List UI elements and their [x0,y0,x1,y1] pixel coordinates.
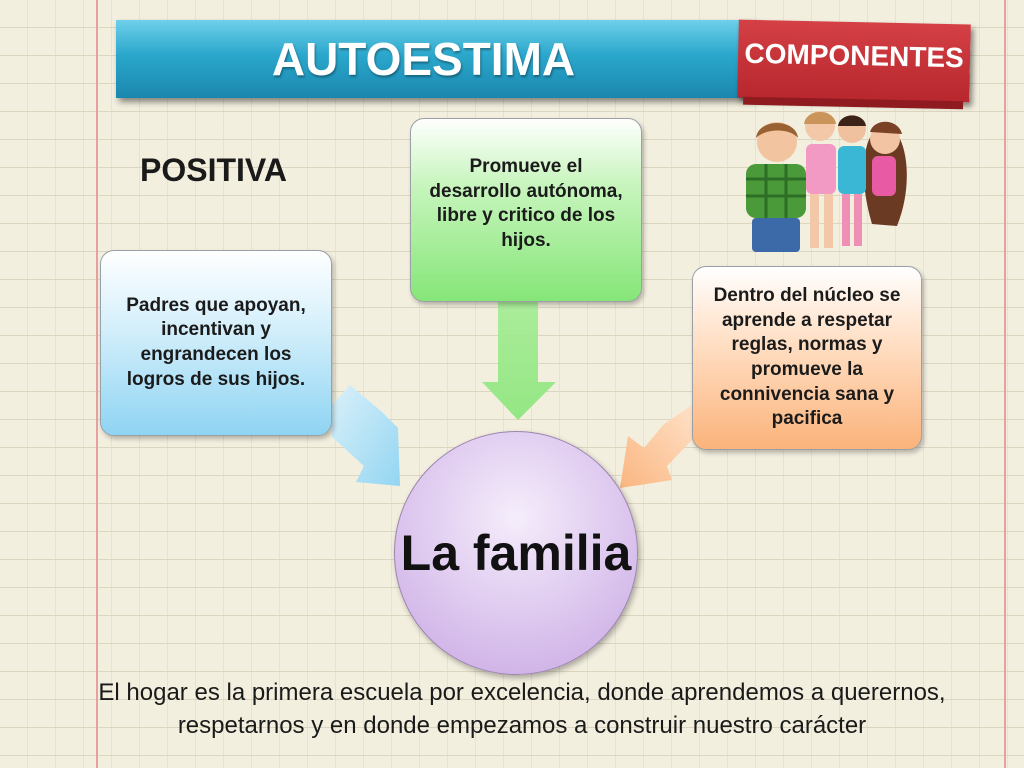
box-family-nucleus [692,266,922,450]
slide-title: AUTOESTIMA [271,33,576,85]
box-top-text: Promueve el desarrollo autónoma, libre y critico de los hijos. [429,156,623,252]
subtitle-positiva: POSITIVA [140,152,287,188]
box-right-text: Dentro del núcleo se aprende a respetar reglas, normas y promueve la connivencia sana y pacifica [713,284,901,430]
box-left-text: Padres que apoyan, incentivan y engrandecen los logros de sus hijos. [126,294,306,390]
footer-line-2: respetarnos y en donde empezamos a construir nuestro carácter [177,712,867,740]
ribbon-label: COMPONENTES [744,37,965,74]
box-autonomous-development [410,118,642,302]
children-photo [722,104,932,254]
footer-line-1: El hogar es la primera escuela por excelencia, donde aprendemos a querernos, [98,679,946,706]
arrow-left-icon [332,385,400,486]
center-label: La familia [400,525,632,581]
box-parents-support [100,250,332,436]
arrow-down-icon [482,302,556,420]
footer-text [40,676,1004,742]
center-circle [394,431,638,675]
arrow-right-icon [620,405,692,488]
